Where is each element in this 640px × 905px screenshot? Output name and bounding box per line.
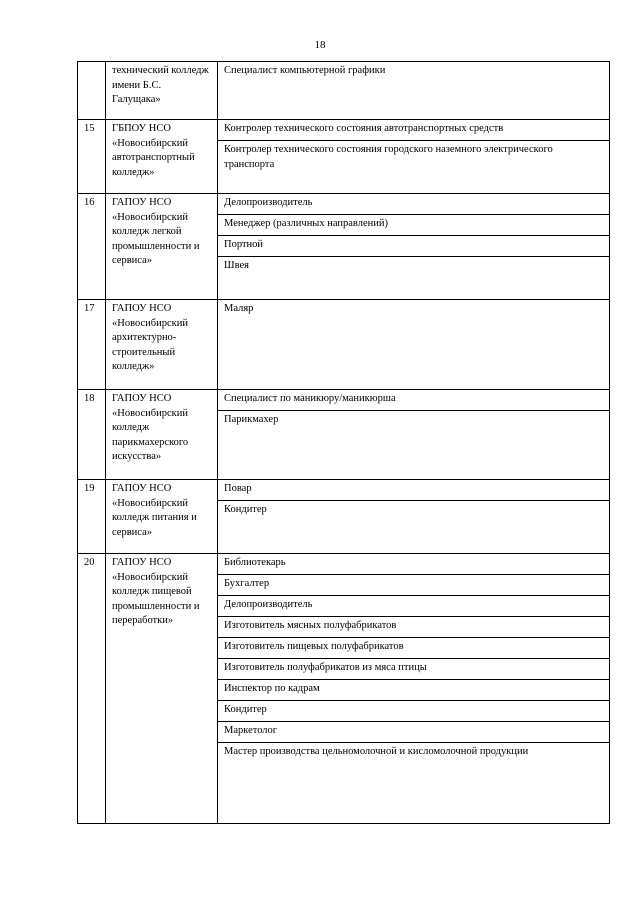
profession-item: Маркетолог xyxy=(218,722,609,743)
professions-list xyxy=(218,554,609,823)
organization-name: ГБПОУ НСО «Новосибирский автотранспортный колледж» xyxy=(106,120,218,194)
profession-item: Мастер производства цельномолочной и кисломолочной продукции xyxy=(224,746,529,757)
profession-item: Менеджер (различных направлений) xyxy=(218,215,609,236)
professions-list xyxy=(218,390,609,479)
profession-item: Парикмахер xyxy=(224,414,279,425)
professions-list xyxy=(218,120,609,193)
profession-item: Портной xyxy=(218,236,609,257)
professions-cell xyxy=(218,480,610,554)
organization-name: ГАПОУ НСО «Новосибирский колледж питания и сервиса» xyxy=(106,480,218,554)
organization-name: технический колледж имени Б.С. Галущака» xyxy=(106,62,218,120)
profession-item: Изготовитель мясных полуфабрикатов xyxy=(218,617,609,638)
professions-list xyxy=(218,480,609,553)
page-number: 18 xyxy=(314,39,326,51)
professions-list xyxy=(218,194,609,299)
profession-item: Специалист компьютерной графики xyxy=(224,65,386,76)
organization-name: ГАПОУ НСО «Новосибирский колледж парикмахерского искусства» xyxy=(106,390,218,480)
table-row xyxy=(78,300,610,390)
profession-item: Бухгалтер xyxy=(218,575,609,596)
profession-item: Делопроизводитель xyxy=(218,596,609,617)
professions-cell xyxy=(218,300,610,390)
organization-name: ГАПОУ НСО «Новосибирский колледж легкой промышленности и сервиса» xyxy=(106,194,218,300)
professions-cell xyxy=(218,390,610,480)
professions-cell xyxy=(218,194,610,300)
row-number: 18 xyxy=(78,390,106,480)
row-number: 16 xyxy=(78,194,106,300)
profession-item: Специалист по маникюру/маникюрша xyxy=(218,390,609,411)
professions-cell xyxy=(218,554,610,824)
row-number: 20 xyxy=(78,554,106,824)
profession-item: Маляр xyxy=(224,303,254,314)
profession-item: Делопроизводитель xyxy=(218,194,609,215)
table-row xyxy=(78,120,610,194)
profession-item: Инспектор по кадрам xyxy=(218,680,609,701)
row-number: 15 xyxy=(78,120,106,194)
professions-cell xyxy=(218,62,610,120)
professions-cell xyxy=(218,120,610,194)
professions-list xyxy=(218,62,609,119)
professions-list xyxy=(218,300,609,389)
profession-item: Изготовитель пищевых полуфабрикатов xyxy=(218,638,609,659)
table-row xyxy=(78,62,610,120)
row-number: 17 xyxy=(78,300,106,390)
table-row xyxy=(78,554,610,824)
row-number xyxy=(78,62,106,120)
table-row xyxy=(78,480,610,554)
organization-name: ГАПОУ НСО «Новосибирский архитектурно-строительный колледж» xyxy=(106,300,218,390)
row-number: 19 xyxy=(78,480,106,554)
profession-item: Контролер технического состояния автотранспортных средств xyxy=(218,120,609,141)
table-row xyxy=(78,390,610,480)
profession-item: Кондитер xyxy=(224,504,267,515)
table-row xyxy=(78,194,610,300)
profession-item: Повар xyxy=(218,480,609,501)
organization-name: ГАПОУ НСО «Новосибирский колледж пищевой промышленности и переработки» xyxy=(106,554,218,824)
profession-item: Изготовитель полуфабрикатов из мяса птицы xyxy=(218,659,609,680)
profession-item: Библиотекарь xyxy=(218,554,609,575)
profession-item: Контролер технического состояния городского наземного электрического транспорта xyxy=(224,144,553,170)
profession-item: Швея xyxy=(224,260,249,271)
profession-item: Кондитер xyxy=(218,701,609,722)
colleges-table xyxy=(77,61,610,824)
